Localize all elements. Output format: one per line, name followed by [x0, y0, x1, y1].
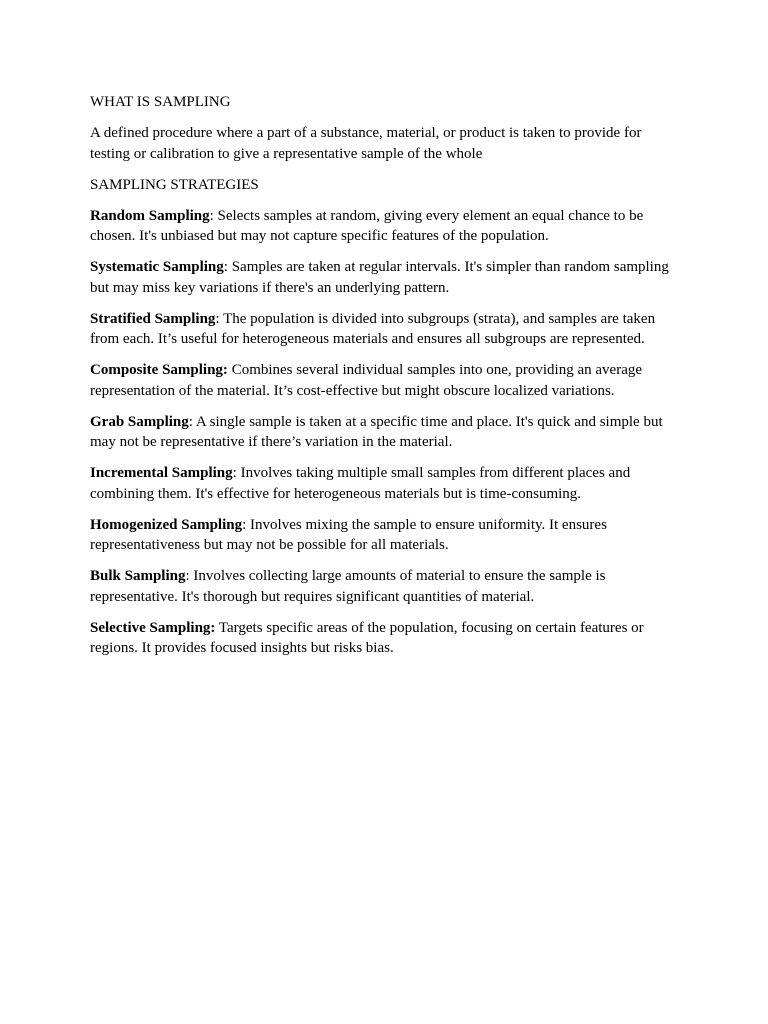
section-heading-sampling-strategies: SAMPLING STRATEGIES: [90, 176, 259, 193]
strategy-term: Selective Sampling:: [90, 619, 216, 636]
strategy-description: A single sample is taken at a specific time and place. It's quick and simple but may not be representative if there’s variation in the material.: [90, 413, 663, 450]
strategy-separator: :: [188, 413, 196, 430]
strategy-systematic: [90, 257, 680, 298]
strategy-separator: :: [215, 310, 224, 327]
strategy-composite: [90, 360, 680, 401]
strategy-term: Homogenized Sampling: [90, 516, 243, 533]
strategy-description: Combines several individual samples into one, providing an average representation of the material. It’s cost-effective but might obscure localized variations.: [90, 362, 643, 399]
definition-paragraph: A defined procedure where a part of a substance, material, or product is taken to provide for testing or calibration to give a representative sample of the whole: [90, 125, 642, 162]
strategy-description: Samples are taken at regular intervals. It's simpler than random sampling but may miss key variations if there's an underlying pattern.: [90, 259, 669, 296]
section-heading-what-is-sampling: WHAT IS SAMPLING: [90, 94, 231, 110]
strategy-random: [90, 206, 680, 247]
document-page: [90, 92, 680, 669]
strategy-term: Incremental Sampling: [90, 465, 233, 481]
strategy-description: Involves taking multiple small samples from different places and combining them. It's effective for heterogeneous materials but is time-consuming.: [90, 465, 631, 502]
strategy-separator: :: [209, 207, 218, 224]
strategy-separator: :: [185, 568, 194, 584]
strategy-term: Bulk Sampling: [90, 568, 186, 584]
strategy-grab: [90, 412, 680, 453]
strategy-description: The population is divided into subgroups (strata), and samples are taken from each. It’s useful for heterogeneous materials and ensures all subgroups are represented.: [90, 310, 656, 347]
strategy-description: Targets specific areas of the population, focusing on certain features or regions. It provides focused insights but risks bias.: [90, 619, 644, 656]
strategy-bulk: [90, 566, 680, 607]
strategy-description: Selects samples at random, giving every element an equal chance to be chosen. It's unbiased but may not capture specific features of the population.: [90, 207, 644, 244]
strategy-term: Systematic Sampling: [90, 259, 224, 275]
strategy-incremental: [90, 463, 680, 504]
strategy-description: Involves mixing the sample to ensure uniformity. It ensures representativeness but may not be possible for all materials.: [90, 516, 607, 553]
strategy-stratified: [90, 309, 680, 350]
strategy-separator: :: [223, 259, 232, 275]
strategy-separator: :: [242, 516, 251, 533]
strategy-description: Involves collecting large amounts of material to ensure the sample is representative. It's thorough but requires significant quantities of material.: [90, 568, 606, 605]
strategy-selective: [90, 618, 680, 659]
strategy-term: Stratified Sampling: [90, 310, 216, 327]
strategy-term: Grab Sampling: [90, 413, 189, 430]
strategy-term: Composite Sampling:: [90, 362, 228, 378]
strategy-homogenized: [90, 515, 680, 556]
strategy-term: Random Sampling: [90, 207, 210, 224]
strategy-separator: :: [232, 465, 241, 481]
